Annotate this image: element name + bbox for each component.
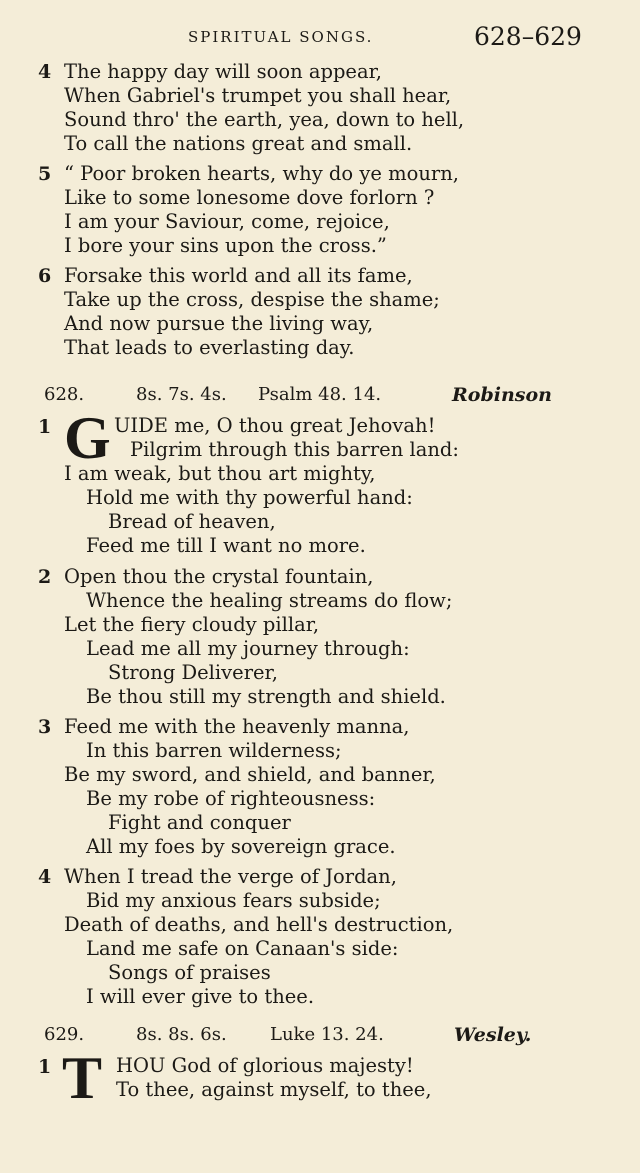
- verse-number: 3: [38, 716, 52, 738]
- verse-line: In this barren wilderness;: [86, 739, 342, 762]
- verse-line: Open thou the crystal fountain,: [64, 565, 374, 588]
- verse-number: 2: [38, 566, 52, 588]
- verse-line: HOU God of glorious majesty!: [116, 1054, 414, 1077]
- page-numbers: 628–629: [474, 22, 582, 51]
- verse-line: Be thou still my strength and shield.: [86, 685, 446, 708]
- hymn-meter: 8s. 8s. 6s.: [136, 1024, 227, 1045]
- verse-line: Whence the healing streams do flow;: [86, 589, 453, 612]
- verse-line: Fight and conquer: [108, 811, 291, 834]
- drop-cap: T: [62, 1045, 103, 1111]
- hymn-scripture: Psalm 48. 14.: [258, 384, 382, 405]
- verse-line: Death of deaths, and hell's destruction,: [64, 913, 454, 936]
- verse-line: “ Poor broken hearts, why do ye mourn,: [64, 162, 459, 185]
- verse-line: Songs of praises: [108, 961, 271, 984]
- verse-line: Lead me all my journey through:: [86, 637, 410, 660]
- verse-number: 1: [38, 416, 52, 438]
- hymn-number: 628.: [44, 384, 85, 405]
- verse-line: Land me safe on Canaan's side:: [86, 937, 399, 960]
- hymn-number: 629.: [44, 1024, 85, 1045]
- hymn-meter: 8s. 7s. 4s.: [136, 384, 227, 405]
- verse-line: When Gabriel's trumpet you shall hear,: [64, 84, 452, 107]
- verse-number: 5: [38, 163, 52, 185]
- verse-line: I am weak, but thou art mighty,: [64, 462, 376, 485]
- hymn-author: Wesley.: [454, 1024, 532, 1046]
- verse-line: And now pursue the living way,: [64, 312, 374, 335]
- verse-line: Take up the cross, despise the shame;: [64, 288, 440, 311]
- verse-number: 4: [38, 866, 52, 888]
- verse-number: 4: [38, 61, 52, 83]
- verse-line: The happy day will soon appear,: [64, 60, 382, 83]
- hymn-author: Robinson: [452, 384, 552, 406]
- hymn-scripture: Luke 13. 24.: [270, 1024, 384, 1045]
- verse-line: Feed me till I want no more.: [86, 534, 366, 557]
- verse-line: Be my robe of righteousness:: [86, 787, 376, 810]
- verse-line: Like to some lonesome dove forlorn ?: [64, 186, 435, 209]
- verse-line: I am your Saviour, come, rejoice,: [64, 210, 390, 233]
- drop-cap: G: [64, 405, 111, 471]
- verse-number: 6: [38, 265, 52, 287]
- verse-line: Be my sword, and shield, and banner,: [64, 763, 436, 786]
- page-header: [0, 22, 640, 52]
- verse-line: Let the fiery cloudy pillar,: [64, 613, 320, 636]
- verse-line: Forsake this world and all its fame,: [64, 264, 413, 287]
- verse-line: UIDE me, O thou great Jehovah!: [114, 414, 436, 437]
- verse-line: I will ever give to thee.: [86, 985, 315, 1008]
- verse-line: When I tread the verge of Jordan,: [64, 865, 397, 888]
- verse-line: Sound thro' the earth, yea, down to hell,: [64, 108, 465, 131]
- verse-line: Strong Deliverer,: [108, 661, 278, 684]
- verse-line: I bore your sins upon the cross.”: [64, 234, 387, 257]
- verse-line: To call the nations great and small.: [64, 132, 413, 155]
- verse-line: Hold me with thy powerful hand:: [86, 486, 413, 509]
- verse-number: 1: [38, 1056, 52, 1078]
- running-title: SPIRITUAL SONGS.: [188, 28, 374, 46]
- verse-line: That leads to everlasting day.: [64, 336, 355, 359]
- verse-line: Pilgrim through this barren land:: [130, 438, 459, 461]
- verse-line: To thee, against myself, to thee,: [116, 1078, 432, 1101]
- verse-line: All my foes by sovereign grace.: [86, 835, 396, 858]
- verse-line: Feed me with the heavenly manna,: [64, 715, 410, 738]
- verse-line: Bread of heaven,: [108, 510, 276, 533]
- verse-line: Bid my anxious fears subside;: [86, 889, 381, 912]
